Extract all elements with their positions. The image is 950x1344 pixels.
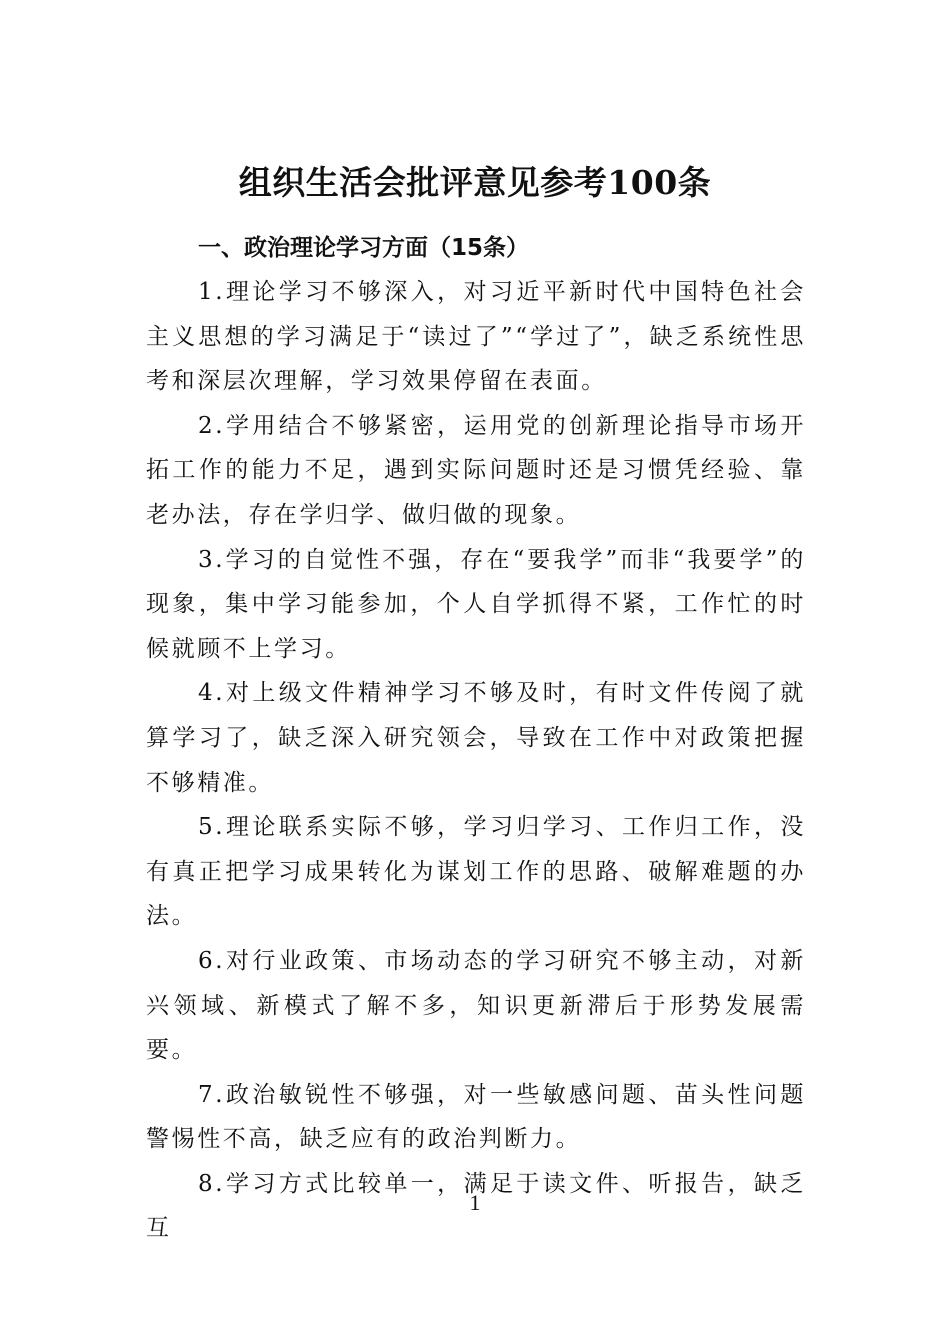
critique-item-2: 2.学用结合不够紧密，运用党的创新理论指导市场开拓工作的能力不足，遇到实际问题时还是习惯凭经验、靠老办法，存在学归学、做归做的现象。 [146,412,806,528]
critique-item-4: 4.对上级文件精神学习不够及时，有时文件传阅了就算学习了，缺乏深入研究领会，导致在工作中对政策把握不够精准。 [146,680,806,796]
document-title: 组织生活会批评意见参考100条 [238,163,712,202]
critique-item-8: 8.学习方式比较单一，满足于读文件、听报告，缺乏互 [146,1170,806,1242]
critique-item-6: 6.对行业政策、市场动态的学习研究不够主动，对新兴领域、新模式了解不多，知识更新滞后于形势发展需要。 [146,947,806,1064]
section-heading: 一、政治理论学习方面（15条） [198,235,530,261]
critique-item-1: 1.理论学习不够深入，对习近平新时代中国特色社会主义思想的学习满足于“读过了”“学过了”，缺乏系统性思考和深层次理解，学习效果停留在表面。 [146,279,806,395]
page-number: 1 [469,1190,481,1215]
critique-item-7: 7.政治敏锐性不够强，对一些敏感问题、苗头性问题警惕性不高，缺乏应有的政治判断力。 [146,1081,806,1153]
document-body [146,226,806,1251]
critique-item-5: 5.理论联系实际不够，学习归学习、工作归工作，没有真正把学习成果转化为谋划工作的思路、破解难题的办法。 [146,814,806,930]
critique-item-3: 3.学习的自觉性不强，存在“要我学”而非“我要学”的现象，集中学习能参加，个人自学抓得不紧，工作忙的时候就顾不上学习。 [146,546,806,662]
